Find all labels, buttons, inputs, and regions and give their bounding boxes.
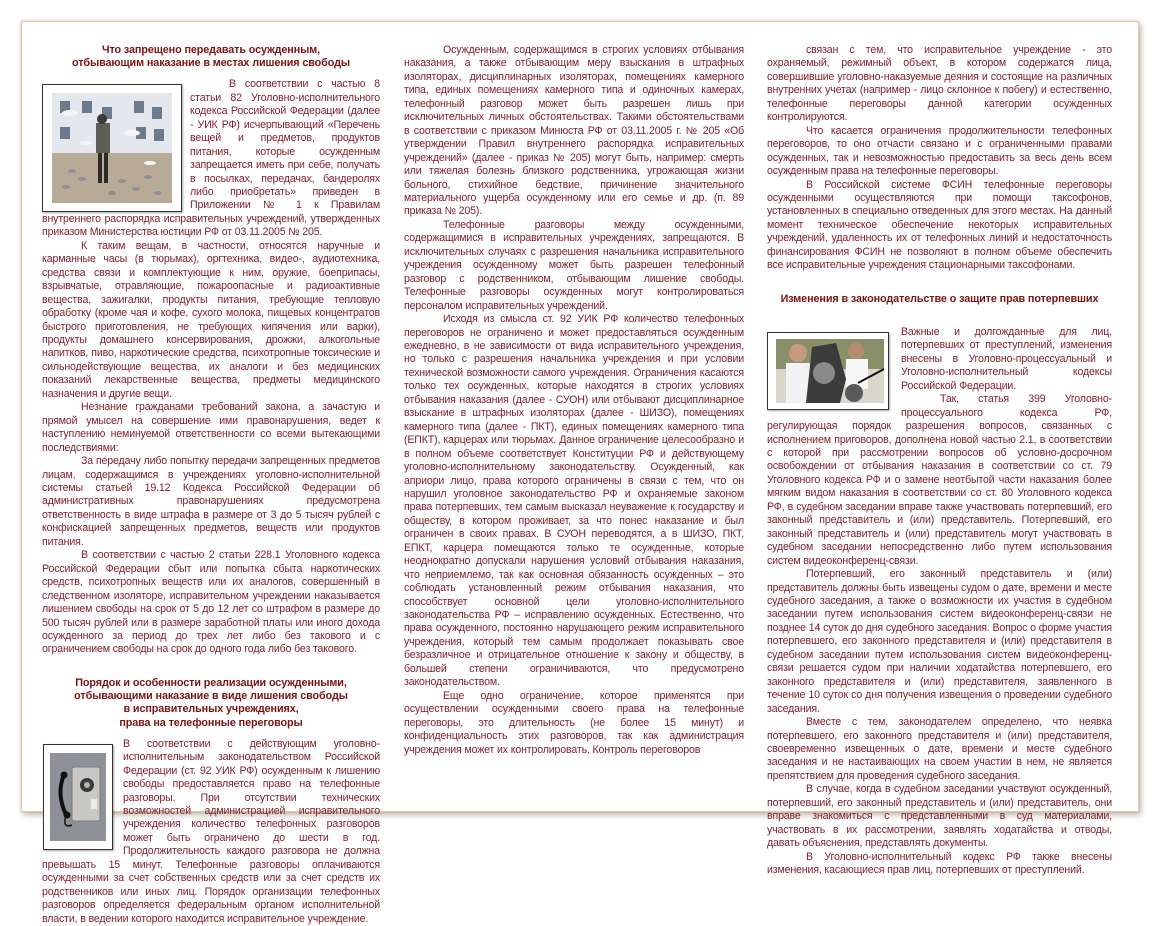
paragraph: Важные и долгожданные для лиц, потерпевших от преступлений, изменения внесены в Уголовно-процессуальный и Уголовно-исполнительный кодексы Российской Федерации. bbox=[901, 325, 1112, 392]
paragraph: связан с тем, что исправительное учреждение - это охраняемый, режимный объект, в котором содержатся лица, совершившие уголовно-наказуемые деяния и состоящие на различных внутренних учетах (например - лицо склонное к побегу) и естественно, телефонные переговоры данной категории осужденных контролируются. bbox=[767, 44, 1112, 124]
title-line: Порядок и особенности реализации осужденными, bbox=[75, 676, 347, 689]
paragraph: В соответствии с частью 2 статьи 228.1 Уголовного кодекса Российской Федерации сбыт или попытка сбыта наркотических средств, психотропных веществ или их аналогов, совершенный в следственном изоляторе, исправительном учреждении наказывается лишением свободы на срок от 5 до 12 лет со штрафом в размере до 500 тысяч рублей или в размере заработной платы или иного дохода осужденного за период до трех лет либо без такового и с ограничением свободы на срок до одного года либо без такового. bbox=[42, 549, 380, 656]
section-title-victims-rights: Изменения в законодательстве о защите прав потерпевших bbox=[780, 292, 1099, 305]
title-line: отбывающими наказание в виде лишения свободы bbox=[74, 690, 348, 703]
title-line: в исправительных учреждениях, bbox=[123, 703, 299, 716]
title-line: отбывающим наказание в местах лишения свободы bbox=[72, 57, 350, 70]
paragraph: К таким вещам, в частности, относятся наручные и карманные часы (в тюрьмах), оргтехника, видео-, аудиотехника, средства связи и комплектующие к ним, оружие, боеприпасы, взрывчатые, отравляющие, пожароопасные и радиоактивные вещества, зажигалки, продукты питания, требующие тепловую обработку (кроме чая и кофе, сухого молока, пищевых концентратов быстрого приготовления, не требующих кипячения или варки), продукты домашнего консервирования, дрожжи, алкогольные напитков, пиво, наркотические средства, психотропные токсические и сильнодействующие вещества, их аналоги и без медицинских показаний лекарственные вещества, предметы медицинского назначения и другие вещи. bbox=[42, 239, 380, 400]
paragraph: Вместе с тем, законодателем определено, что неявка потерпевшего, его законного представителя и (или) представителя, своевременно извещенных о дате, времени и месте судебного заседания и не настаивающих на своем участии в нем, не является препятствием для проведения судебного заседания. bbox=[767, 716, 1112, 782]
title-line: Что запрещено передавать осужденным, bbox=[101, 44, 321, 56]
photo-man-feeding-pigeons-icon bbox=[42, 84, 182, 212]
paragraph: Еще одно ограничение, которое применятся при осуществлении осужденными своего права на телефонные переговоры, это длительность (не более 15 минут) и конфиденциальность этих разговоров, так как администрация учреждения может их контролировать. Контроль переговоров bbox=[404, 689, 744, 756]
column-left bbox=[42, 44, 380, 926]
paragraph: Телефонные разговоры между осужденными, содержащимися в исправительных учреждениях, запрещаются. В исключительных случаях с разрешения начальника исправительного учреждения осужденному может быть разрешен телефонный разговор с родственником, отбывающим лишение свободы. Телефонные разговоры осужденных могут контролироваться персоналом исправительных учреждений. bbox=[404, 218, 744, 312]
paragraph: В соответствии с частью 8 статьи 82 Уголовно-исполнительного кодекса Российской Федерации (далее - УИК РФ) исчерпывающий «Перечень вещей и предметов, продуктов питания, которые осужденным запрещается иметь при себе, получать в посылках, передачах, бандеролях либо приобретать» приведен в Приложении № 1 к Правилам внутреннего распорядка исправительных учреждений, утвержденных приказом Министерства юстиции РФ от 03.11.2005 № 205. bbox=[42, 78, 380, 239]
paragraph: В случае, когда в судебном заседании участвуют осужденный, потерпевший, его законный представитель и (или) представитель, они вправе знакомиться с представленными в суд материалами, участвовать в их рассмотрении, заявлять ходатайства и отводы, давать объяснения, представлять документы. bbox=[767, 783, 1112, 850]
paragraph: В соответствии с действующим уголовно-исполнительным законодательством Российской Федерации (ст. 92 УИК РФ) осужденным к лишению свободы предоставляется право на телефонные разговоры. При отсутствии технических возможностей администрацией исправительного учреждения количество телефонных разговоров может быть ограничено до шести в год. Продолжительность каждого разговора не должна превышать 15 минут. Телефонные разговоры оплачиваются осужденными за счет собственных средств или за счет средств их родственников или иных лиц. Порядок организации телефонных разговоров определяется федеральным органом исполнительной власти, в ведении которого находится исправительное учреждение. bbox=[42, 737, 380, 925]
section-title-phone-rights bbox=[42, 677, 380, 730]
document-page bbox=[21, 21, 1139, 925]
column-right bbox=[767, 44, 1112, 877]
section-title-prohibited-items bbox=[42, 44, 380, 70]
paragraph: Потерпевший, его законный представитель и (или) представитель должны быть извещены судом о дате, времени и месте судебного заседания, а также о возможности их участия в судебном заседании путем использования систем видеоконференц-связи не позднее 14 суток до дня судебного заседания. Вопрос о форме участия потерпевшего, его законного представителя и (или) представителя в судебном заседании путем использования систем видеоконференц-связи решается судом при наличии ходатайства потерпевшего, его законного представителя и (или) представителя, заявленного в течение 10 суток со дня получения извещения о проведении судебного заседания. bbox=[767, 568, 1112, 715]
paragraph: Исходя из смысла ст. 92 УИК РФ количество телефонных переговоров не ограничено и может предоставляться осужденным ежедневно, в не зависимости от вида исправительного учреждения, но только с разрешения начальника учреждения и при условии технической возможности самого учреждения. Ограничения касаются только тех осужденных, которые находятся в строгих условиях отбывания наказания (далее - СУОН) или отбывают дисциплинарное взыскание в штрафных изоляторах (далее - ШИЗО), помещениях камерного типа (далее - ПКТ), единых помещениях камерного типа (ЕПКТ), карцерах или тюрьмах. Данное ограничение целесообразно и в полном объеме соответствует Конституции РФ и действующему уголовно-исполнительному законодательству. Осужденный, как априори лицо, права которого ограничены в связи с тем, что он нарушил уголовное законодательство РФ и охраняемые законом права потерпевших, тем самым высказал неуважение к государству и обществу, в котором проживает, за что понес наказание и был ограничен в своих правах. В СУОН переводятся, а в ШИЗО, ПКТ, ЕПКТ, карцера помещаются только те осужденные, которые неоднократно допускали нарушения условий отбывания наказания, что неприемлемо, так как основная обязанность осужденных – это соблюдать установленный режим отбывания наказания, что способствует основной цели уголовно-исполнительного законодательства РФ – исправлению осужденных. Естественно, что права осужденного, постоянно нарушающего режим исправительного учреждения, который тем самым продолжает показывать свое безразличное и отрицательное отношение к закону и обществу, в большей степени ограничиваются, что предусмотрено законодательством. bbox=[404, 313, 744, 689]
paragraph: В Уголовно-исполнительный кодекс РФ также внесены изменения, касающиеся прав лиц, потерпевших от преступлений. bbox=[767, 850, 1112, 877]
column-middle bbox=[404, 44, 744, 757]
paragraph: Так, статья 399 Уголовно-процессуального кодекса РФ, регулирующая порядок разрешения вопросов, связанных с исполнением приговоров, дополнена новой частью 2.1, в соответствии с которой при рассмотрении вопросов об условно-досрочном освобождении от отбывания наказания в соответствии со ст. 79 Уголовного кодекса РФ и о замене неотбытой части наказания более мягким видом наказания в соответствии со ст. 80 Уголовного кодекса РФ, в судебном заседании вправе также участвовать потерпевший, его законный представитель и (или) представитель. Потерпевший, его законный представитель и (или) представитель могут участвовать в судебном заседании непосредственно либо путем использования систем видеоконференц-связи. bbox=[767, 393, 1112, 567]
paragraph: Что касается ограничения продолжительности телефонных переговоров, то оно отчасти связано и с ограниченными правами осужденных, так и невозможностью предоставить за весь день всем осужденным права на телефонные переговоры. bbox=[767, 124, 1112, 178]
paragraph: За передачу либо попытку передачи запрещенных предметов лицам, содержащимся в учреждениях уголовно-исполнительной системы статьей 19.12 Кодекса Российской Федерации об административных правонарушениях предусмотрена ответственность в виде штрафа в размере от 3 до 5 тысяч рублей с конфискацией запрещенных предметов, веществ или продуктов питания. bbox=[42, 455, 380, 548]
paragraph: Осужденным, содержащимся в строгих условиях отбывания наказания, а также отбывающим меру взыскания в штрафных изоляторах, дисциплинарных изоляторах, помещениях камерного типа, единых помещениях камерного типа и одиночных камерах, телефонный разговор может быть разрешен лишь при исключительных личных обстоятельствах. Такими обстоятельствами в соответствии с приказом Минюста РФ от 03.11.2005 г. № 205 «Об утверждении Правил внутреннего распорядка исправительных учреждений» (далее - приказ № 205) могут быть, например: смерть или тяжелая болезнь близкого родственника, угрожающая жизни больного, стихийное бедствие, причинение значительного материального ущерба осужденному или его семье и др. (п. 89 приказа № 205). bbox=[404, 44, 744, 218]
paragraph: В Российской системе ФСИН телефонные переговоры осужденными осуществляются при помощи таксофонов, установленных в специально отведенных для этого местах. На данный момент техническое обеспечение некоторых исправительных учреждений, удаленность их от телефонных линий и недостаточность финансирования ФСИН не позволяют в полном объеме обеспечить все исправительные учреждения стационарными таксофонами. bbox=[767, 178, 1112, 272]
title-line: права на телефонные переговоры bbox=[119, 716, 303, 729]
paragraph: Незнание гражданами требований закона, а зачастую и прямой умысел на совершение ими правонарушения, ведет к наступлению неминуемой ответственности со всеми вытекающими последствиями: bbox=[42, 401, 380, 454]
photo-family-collage-icon bbox=[767, 332, 889, 410]
